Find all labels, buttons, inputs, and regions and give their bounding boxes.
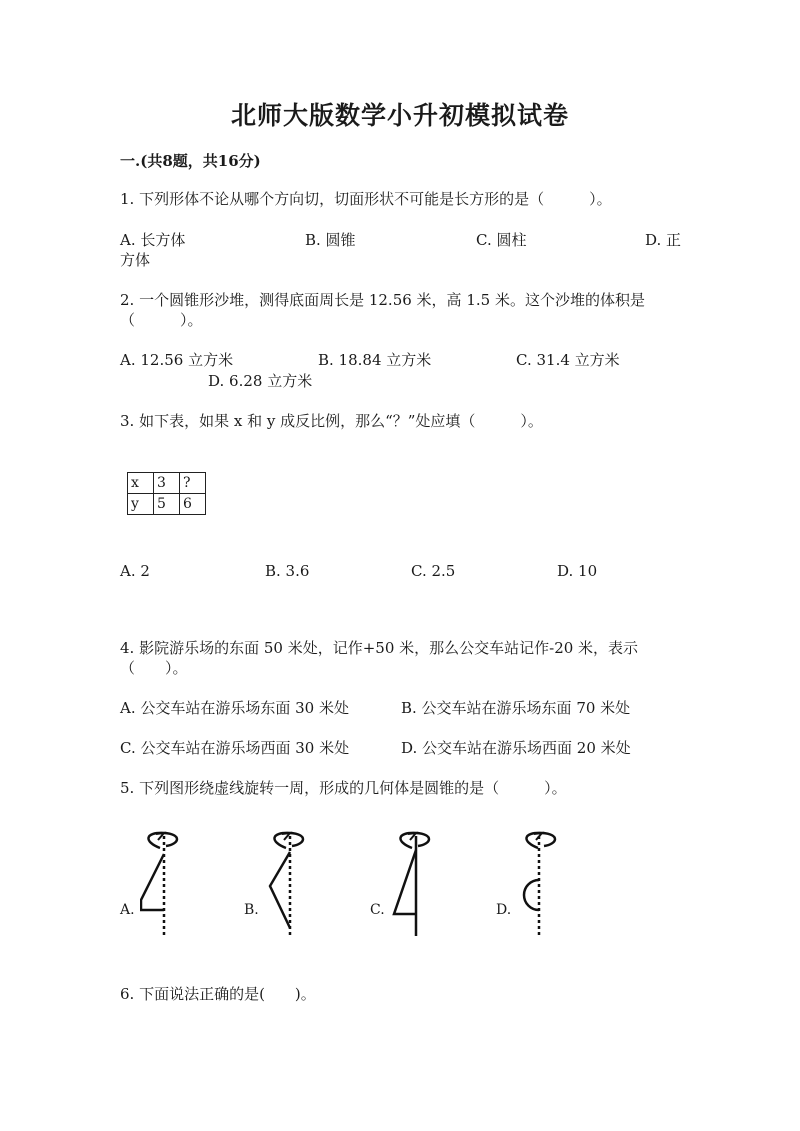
table-row	[128, 494, 206, 515]
rotation-figure-a[interactable]	[140, 830, 190, 938]
question-2-option-c[interactable]: C. 31.4 立方米	[516, 351, 620, 369]
table-cell: x	[128, 473, 154, 494]
section-heading: 一.(共8题，共16分)	[120, 152, 261, 170]
figure-d-label: D.	[496, 902, 512, 918]
question-4-text-line2: （ ）。	[120, 659, 188, 677]
question-1-text: 1. 下列形体不论从哪个方向切，切面形状不可能是长方形的是（ ）。	[120, 190, 612, 208]
question-3-option-b[interactable]: B. 3.6	[265, 562, 310, 580]
question-2-option-b[interactable]: B. 18.84 立方米	[318, 351, 432, 369]
rotation-figure-b[interactable]	[266, 830, 316, 938]
xy-table	[127, 472, 206, 515]
table-row	[128, 473, 206, 494]
table-cell: y	[128, 494, 154, 515]
question-2-option-d[interactable]: D. 6.28 立方米	[208, 372, 313, 390]
question-4-option-b[interactable]: B. 公交车站在游乐场东面 70 米处	[401, 699, 631, 717]
figure-c-label: C.	[370, 902, 385, 918]
table-cell: ?	[180, 473, 206, 494]
question-2-text-line2: （ ）。	[120, 311, 203, 329]
question-4-option-d[interactable]: D. 公交车站在游乐场西面 20 米处	[401, 739, 631, 757]
question-5-text: 5. 下列图形绕虚线旋转一周，形成的几何体是圆锥的是（ ）。	[120, 779, 567, 797]
page-title: 北师大版数学小升初模拟试卷	[230, 101, 569, 130]
table-cell: 3	[154, 473, 180, 494]
question-4-option-a[interactable]: A. 公交车站在游乐场东面 30 米处	[120, 699, 349, 717]
rotation-figure-c[interactable]	[392, 830, 442, 938]
question-2-option-a[interactable]: A. 12.56 立方米	[120, 351, 234, 369]
question-3-text: 3. 如下表，如果 x 和 y 成反比例，那么“？”处应填（ ）。	[120, 412, 543, 430]
figure-b-label: B.	[244, 902, 259, 918]
question-4-text-line1: 4. 影院游乐场的东面 50 米处，记作+50 米，那么公交车站记作-20 米，表示	[120, 639, 639, 657]
question-6-text: 6. 下面说法正确的是( )。	[120, 985, 316, 1003]
question-2-text-line1: 2. 一个圆锥形沙堆，测得底面周长是 12.56 米，高 1.5 米。这个沙堆的体积是	[120, 291, 645, 309]
question-4-option-c[interactable]: C. 公交车站在游乐场西面 30 米处	[120, 739, 350, 757]
question-3-option-d[interactable]: D. 10	[557, 562, 598, 580]
question-1-option-d-wrap: 方体	[120, 251, 151, 269]
figure-a-label: A.	[120, 902, 135, 918]
question-1-option-a[interactable]: A. 长方体	[120, 231, 186, 249]
question-3-option-a[interactable]: A. 2	[120, 562, 150, 580]
table-cell: 6	[180, 494, 206, 515]
question-3-option-c[interactable]: C. 2.5	[411, 562, 456, 580]
question-1-option-d[interactable]: D. 正	[645, 231, 682, 249]
question-1-option-c[interactable]: C. 圆柱	[476, 231, 527, 249]
question-1-option-b[interactable]: B. 圆锥	[305, 231, 356, 249]
rotation-figure-d[interactable]	[518, 830, 568, 938]
table-cell: 5	[154, 494, 180, 515]
